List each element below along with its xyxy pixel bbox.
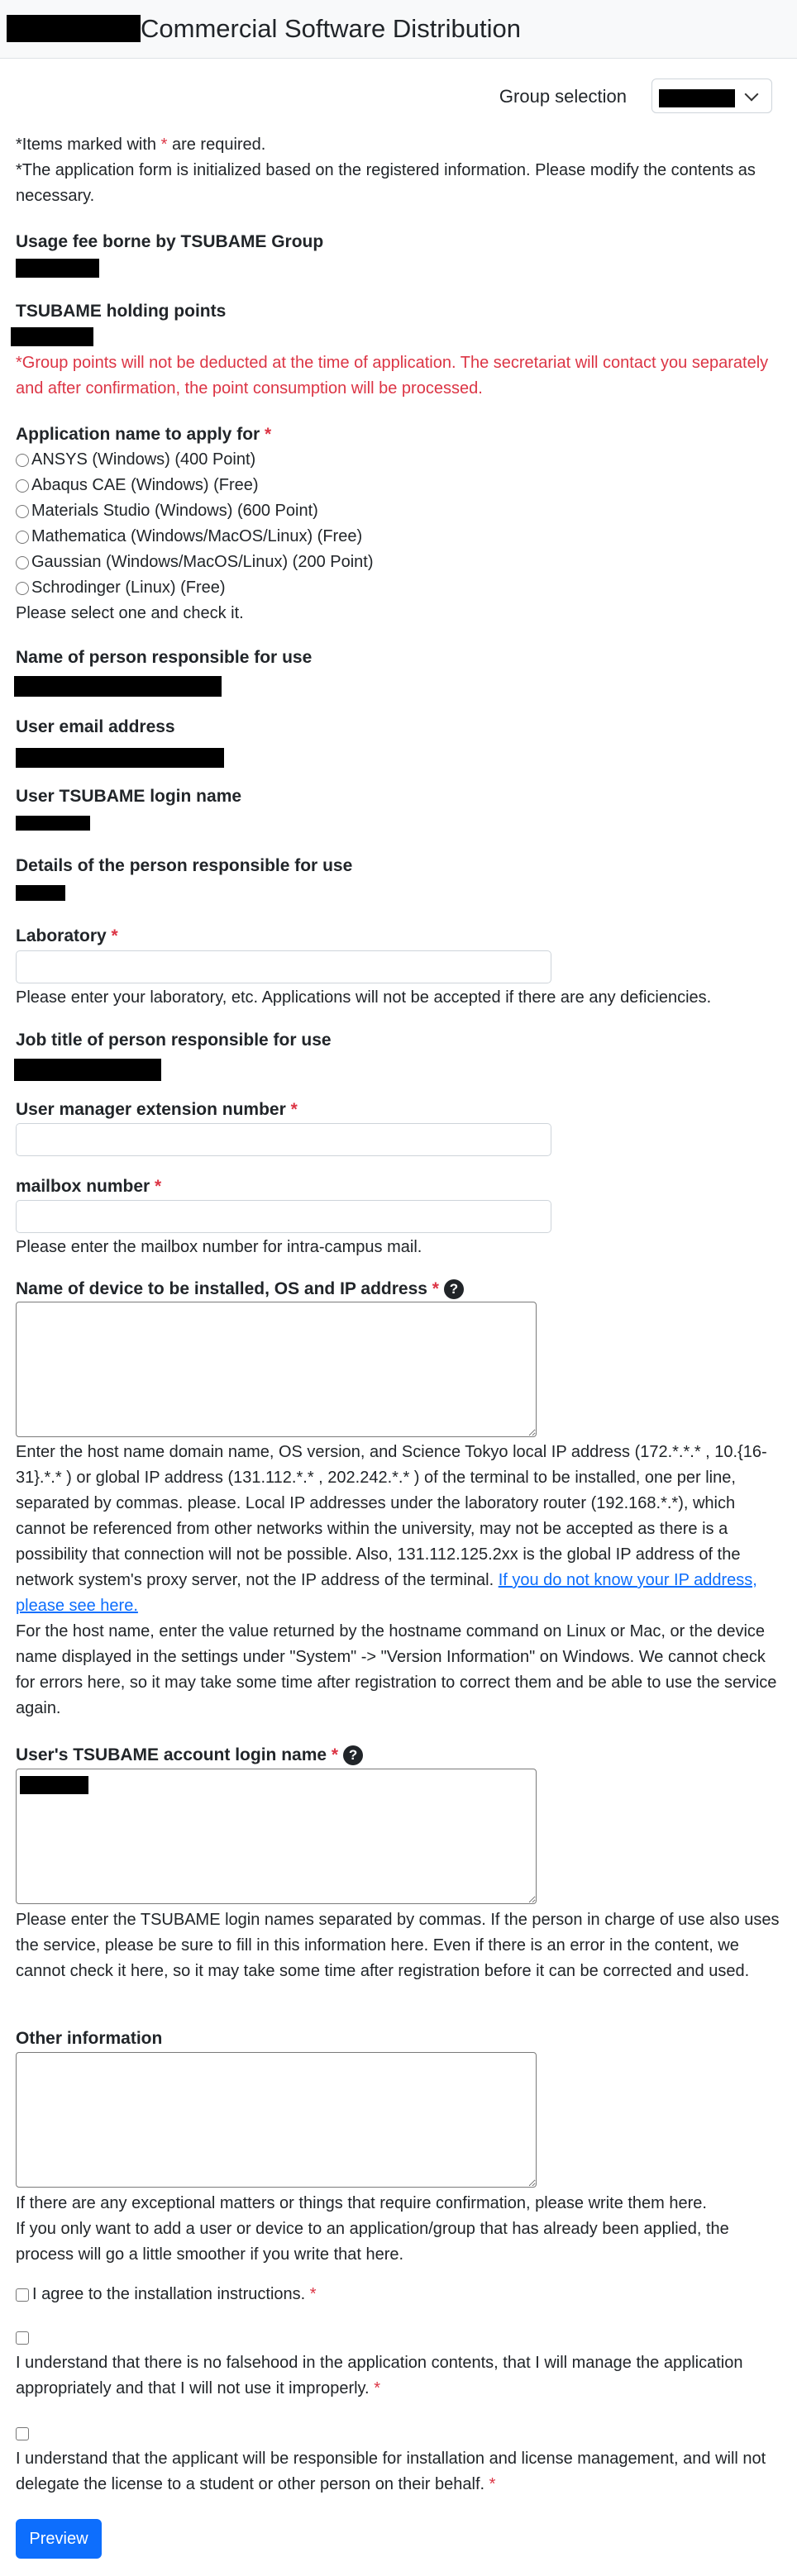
device-textarea[interactable] (16, 1302, 537, 1437)
application-name-label: Application name to apply for * (16, 425, 272, 444)
ip-address-help-link[interactable]: If you do not know your IP address, please see here. (16, 1571, 757, 1615)
redacted-group-value (659, 89, 735, 107)
required-icon: * (331, 1745, 339, 1764)
preview-button[interactable]: Preview (16, 2519, 102, 2559)
redacted-points (11, 327, 93, 346)
redacted-account-name (20, 1776, 88, 1794)
application-option-abaqus[interactable]: Abaqus CAE (Windows) (Free) (16, 473, 374, 498)
mailbox-help: Please enter the mailbox number for intra-campus mail. (16, 1238, 422, 1256)
radio-button[interactable] (16, 479, 29, 493)
mailbox-input[interactable] (16, 1200, 551, 1233)
extension-input[interactable] (16, 1123, 551, 1156)
application-option-ansys[interactable]: ANSYS (Windows) (400 Point) (16, 447, 374, 473)
usage-fee-label: Usage fee borne by TSUBAME Group (16, 232, 324, 251)
group-selector (499, 79, 772, 113)
agree-responsibility-text: I understand that the applicant will be responsible for installation and license management, and will not delegate the license to a student or other person on their behalf. * (16, 2450, 766, 2493)
redacted-logo (7, 15, 141, 42)
required-star-icon: * (160, 136, 168, 154)
email-label: User email address (16, 717, 175, 736)
responsible-name-label: Name of person responsible for use (16, 648, 313, 667)
application-help: Please select one and check it. (16, 604, 244, 622)
laboratory-help: Please enter your laboratory, etc. Applications will not be accepted if there are any deficiencies. (16, 988, 712, 1007)
application-option-materials-studio[interactable]: Materials Studio (Windows) (600 Point) (16, 498, 374, 524)
page-header (0, 0, 797, 59)
accounts-textarea[interactable] (16, 1769, 537, 1904)
initialized-note: *The application form is initialized based on the registered information. Please modify the contents as necessary. (16, 161, 756, 205)
job-title-label: Job title of person responsible for use (16, 1031, 332, 1050)
help-icon[interactable]: ? (444, 1279, 464, 1299)
other-info-help-2: If you only want to add a user or device to an application/group that has already been applied, the process will go a little smoother if you write that here. (16, 2220, 729, 2264)
redacted-email (16, 748, 224, 768)
agree-instructions-checkbox[interactable] (16, 2288, 29, 2302)
application-options (16, 447, 374, 626)
radio-button[interactable] (16, 505, 29, 518)
application-option-schrodinger[interactable]: Schrodinger (Linux) (Free) (16, 575, 374, 601)
required-icon: * (489, 2475, 496, 2493)
required-icon: * (155, 1177, 162, 1196)
other-info-help-1: If there are any exceptional matters or things that require confirmation, please write them here. (16, 2194, 707, 2212)
radio-button[interactable] (16, 582, 29, 595)
details-label: Details of the person responsible for use (16, 856, 353, 875)
redacted-responsible-name (14, 676, 222, 697)
redacted-job-title (14, 1059, 161, 1081)
required-note: *Items marked with * are required. (16, 136, 266, 154)
required-icon: * (309, 2285, 317, 2303)
accounts-label: User's TSUBAME account login name * ? (16, 1742, 363, 1768)
agree-instructions-row: I agree to the installation instructions. * (16, 2282, 317, 2307)
accounts-textarea-wrap (16, 1769, 537, 1904)
group-selection-label: Group selection (499, 85, 627, 107)
required-icon: * (374, 2379, 380, 2397)
mailbox-label: mailbox number * (16, 1177, 162, 1196)
chevron-down-icon (745, 88, 759, 102)
page-title: Commercial Software Distribution (141, 14, 521, 43)
accounts-help: Please enter the TSUBAME login names separated by commas. If the person in charge of use also uses the service, please be sure to fill in this information here. Even if there is an error in the content, we cannot check it here, so it may take some time after registration before it can be corrected and used. (16, 1911, 780, 1980)
extension-label: User manager extension number * (16, 1100, 298, 1119)
laboratory-input[interactable] (16, 950, 551, 983)
points-warning: *Group points will not be deducted at the time of application. The secretariat will contact you separately and after confirmation, the point consumption will be processed. (16, 354, 769, 398)
radio-button[interactable] (16, 556, 29, 569)
application-option-gaussian[interactable]: Gaussian (Windows/MacOS/Linux) (200 Point) (16, 550, 374, 575)
login-name-label: User TSUBAME login name (16, 787, 242, 806)
device-label: Name of device to be installed, OS and IP address * ? (16, 1276, 464, 1302)
required-icon: * (111, 926, 118, 945)
other-info-textarea[interactable] (16, 2052, 537, 2188)
required-icon: * (265, 425, 272, 444)
redacted-usage-fee (16, 259, 99, 278)
required-icon: * (290, 1100, 298, 1119)
redacted-details (16, 885, 65, 901)
help-icon[interactable]: ? (343, 1745, 363, 1765)
required-icon: * (432, 1279, 439, 1298)
device-help: Enter the host name domain name, OS version, and Science Tokyo local IP address (172.*.*.* , 10.{16-31}.*.* ) or global IP address (131.112.*.* , 202.242.*.* ) of the terminal to be installed, one per line, separated by commas. please. Local IP addresses under the laboratory router (192.168.*.*), which cannot be referenced from other networks within the university, may not be accepted as there is a possibility that connection will not be possible. Also, 131.112.125.2xx is the global IP address of the network system's proxy server, not the IP address of the terminal. If you do not know your IP address, please see here. For the host name, enter the value returned by the hostname command on Linux or Mac, or the device name displayed in the settings under "System" -> "Version Information" on Windows. We cannot check for errors here, so it may take some time after registration to correct them and be able to use the service again. (16, 1440, 780, 1721)
application-option-mathematica[interactable]: Mathematica (Windows/MacOS/Linux) (Free) (16, 524, 374, 550)
redacted-login-name (16, 816, 90, 831)
device-hostname-help: For the host name, enter the value returned by the hostname command on Linux or Mac, or the device name displayed in the settings under "System" -> "Version Information" on Windows. We cannot check for errors here, so it may take some time after registration to correct them and be able to use the service again. (16, 1622, 777, 1717)
other-info-label: Other information (16, 2029, 163, 2048)
laboratory-label: Laboratory * (16, 926, 118, 945)
agree-no-falsehood-text: I understand that there is no falsehood in the application contents, that I will manage the application appropriately and that I will not use it improperly. * (16, 2354, 743, 2397)
agree-no-falsehood-checkbox[interactable] (16, 2331, 29, 2345)
radio-button[interactable] (16, 531, 29, 544)
radio-button[interactable] (16, 454, 29, 467)
holding-points-label: TSUBAME holding points (16, 302, 227, 321)
group-select[interactable] (651, 79, 772, 113)
agree-responsibility-checkbox[interactable] (16, 2427, 29, 2440)
